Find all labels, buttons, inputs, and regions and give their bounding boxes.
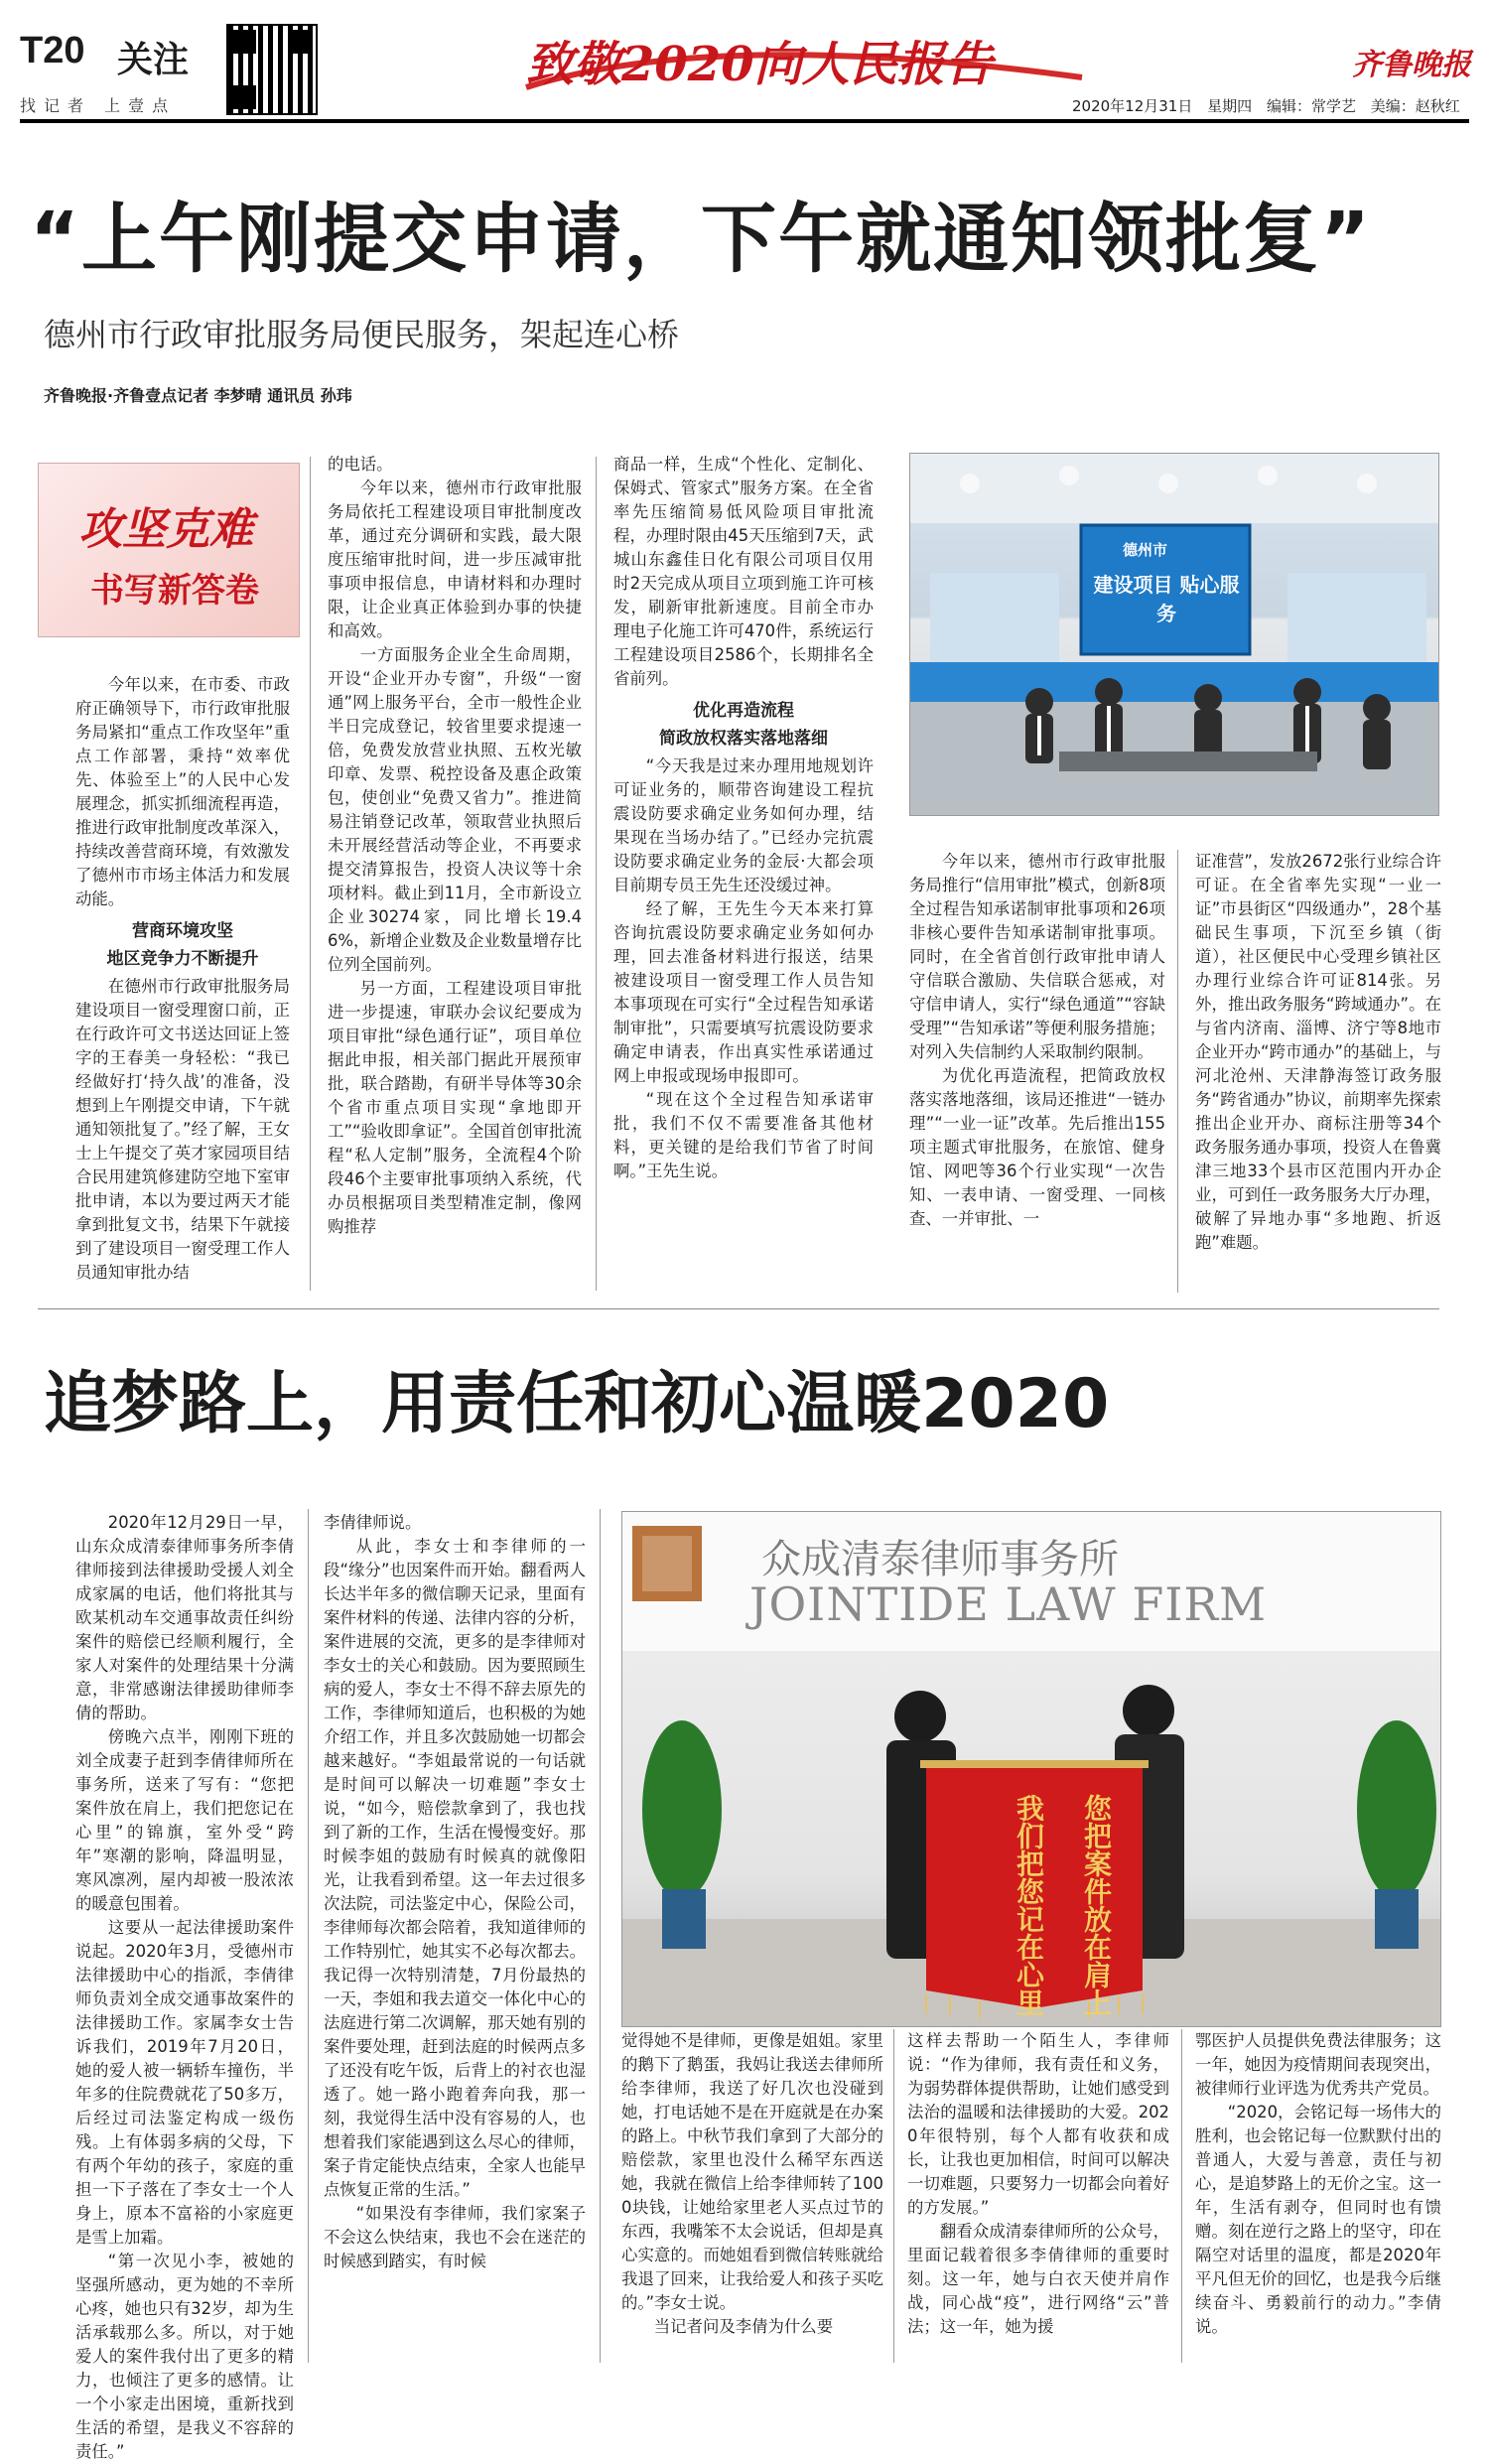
article1-col1 <box>75 673 290 1291</box>
article1-subtitle1-b: 地区竞争力不断提升 <box>106 949 259 969</box>
article1-paragraph: 经了解，王先生今天本来打算咨询抗震设防要求确定业务如何办理，回去准备材料进行报送，结果被建设项目一窗受理工作人员告知本事项现在可实行“全过程告知承诺制审批”，只需要填写抗震设防要求确定申请表，作出真实性承诺通过网上申报或现场申报即可。 <box>613 899 874 1085</box>
section-title: 关注 <box>117 40 190 80</box>
article1-byline: 齐鲁晚报·齐鲁壹点记者 李梦晴 通讯员 孙玮 <box>44 386 352 405</box>
article2-paragraph: 当记者问及李倩为什么要 <box>653 2317 834 2336</box>
issue-weekday: 星期四 <box>1207 97 1253 115</box>
article2-paragraph: 这要从一起法律援助案件说起。2020年3月，受德州市法律援助中心的指派，李倩律师负责刘全成交通事故案件的法律援助工作。家属李女士告诉我们，2019年7月20日，她的爱人被一辆轿车撞伤，半年多的住院费就花了50多万，后经过司法鉴定构成一级伤残。上有体弱多病的父母，下有两个年幼的孩子，家庭的重担一下子落在了李女士一个人身上，原本不富裕的小家庭更是雪上加霜。 <box>75 1918 294 2247</box>
issue-info <box>1072 95 1460 116</box>
article1-paragraph: 证准营”，发放2672张行业综合许可证。在全省率先实现“一业一证”市县街区“四级通办”，28个基础民生事项，下沉至乡镇（街道），社区便民中心受理乡镇社区办理行业综合许可证814张。另外，推出政务服务“跨域通办”。在与省内济南、淄博、济宁等8地市企业开办“跨市通办”的基础上，与河北沧州、天津静海签订政务服务“跨省通办”协议，前期率先探索推出企业开办、商标注册等34个政务服务通办事项，投资人在鲁冀津三地33个县市区范围内开办企业，可到任一政务服务大厅办理，破解了异地办事“多地跑、折返跑”难题。 <box>1195 852 1441 1252</box>
article2-col3 <box>621 2029 883 2361</box>
column-rule <box>1177 850 1178 1293</box>
article1-paragraph: 在德州市行政审批服务局建设项目一窗受理窗口前，正在行政许可文书送达回证上签字的王春美一身轻松：“我已经做好打‘持久战’的准备，没想到上午刚提交申请，下午就通知领批复了。”经了解，王女士上午提交了英才家园项目结合民用建筑修建防空地下室审批申请，本以为要过两天才能拿到批复文书，结果下午就接到了建设项目一窗受理工作人员通知审批办结 <box>75 977 290 1282</box>
article2-paragraph: 傍晚六点半，刚刚下班的刘全成妻子赶到李倩律师所在事务所，送来了写有：“您把案件放在肩上，我们把您记在心里”的锦旗，室外受“跨年”寒潮的影响，降温明显，寒风凛冽，屋内却被一股浓浓的暖意包围着。 <box>75 1727 294 1913</box>
article2-paragraph: 李倩律师说。 <box>324 1513 422 1532</box>
article1-col4 <box>909 850 1165 1293</box>
editor-credit: 编辑：常学艺 <box>1266 97 1356 115</box>
article2-paragraph: “2020，会铭记每一场伟大的胜利，也会铭记每一位默默付出的普通人，大爱与善意，责任与初心，是追梦路上的无价之宝。这一年，生活有剥夺，但同时也有馈赠。刻在逆行之路上的坚守，印在隔空对话里的温度，都是2020年平凡但无价的回忆，也是我今后继续奋斗、勇毅前行的动力。”李倩说。 <box>1195 2103 1441 2336</box>
hall-sign-line2: 建设项目 贴心服务 <box>1093 573 1240 625</box>
qr-code-icon[interactable] <box>226 24 318 115</box>
article2-headline: 追梦路上，用责任和初心温暖2020 <box>44 1365 1110 1443</box>
article1-paragraph: 今年以来，在市委、市政府正确领导下，市行政审批服务局紧扣“重点工作攻坚年”重点工作部署，秉持“效率优先、体验至上”的人民中心发展理念，抓实抓细流程再造，推进行政审批制度改革深入，持续改善营商环境，有效激发了德州市市场主体活力和发展动能。 <box>75 675 290 908</box>
header-tagline: 找记者 上壹点 <box>20 96 177 115</box>
header-rule <box>20 119 1469 123</box>
article1-subtitle2-a: 优化再造流程 <box>693 701 794 721</box>
article1-paragraph: 为优化再造流程，把简政放权落实落地落细，该局还推进“一链办理”“一业一证”改革。先后推出155项主题式审批服务，在旅馆、健身馆、网吧等36个行业实现“一次告知、一表申请、一窗受理、一同核查、一并审批、一 <box>909 1066 1165 1228</box>
article1-paragraph: 的电话。 <box>328 455 393 474</box>
article2-paragraph: 从此，李女士和李律师的一段“缘分”也因案件而开始。翻看两人长达半年多的微信聊天记录，里面有案件材料的传递、法律内容的分析，案件进展的交流，更多的是李律师对李女士的关心和鼓励。因为要照顾生病的爱人，李女士不得不辞去原先的工作，李律师知道后，也积极的为她介绍工作，并且多次鼓励她一切都会越来越好。“李姐最常说的一句话就是时间可以解决一切难题”李女士说，“如今，赔偿款拿到了，我也找到了新的工作，生活在慢慢变好。那时候李姐的鼓励有时候真的就像阳光，让我看到希望。这一年去过很多次法院，司法鉴定中心，保险公司，李律师每次都会陪着，我知道律师的工作特别忙，她其实不必每次都去。我记得一次特别清楚，7月份最热的一天，李姐和我去道交一体化中心的法庭进行第二次调解，那天她有别的案件要处理，赶到法庭的时候两点多了还没有吃午饭，后背上的衬衣也湿透了。她一路小跑着奔向我，那一刻，我觉得生活中没有容易的人，也想着我们家能遇到这么尽心的律师，案子肯定能快点结束，全家人也能早点恢复正常的生活。” <box>324 1537 586 2199</box>
banner-line2: 我们把您记在心里 <box>1013 1794 1045 2016</box>
article2-paragraph: 2020年12月29日一早，山东众成清泰律师事务所李倩律师接到法律援助受援人刘全成家属的电话，他们将批其与欧某机动车交通事故责任纠纷案件的赔偿已经顺利履行，全家人对案件的处理结果十分满意，非常感谢法律援助律师李倩的帮助。 <box>75 1513 294 1722</box>
newspaper-logo: 齐鲁晚报 <box>1352 48 1471 82</box>
article1-paragraph: “今天我是过来办理用地规划许可证业务的，顺带咨询建设工程抗震设防要求确定业务如何办理，结果现在当场办结了。”已经办完抗震设防要求确定业务的金辰·大都会项目前期专员王先生还没缓过神。 <box>613 756 874 894</box>
article2-col4 <box>907 2029 1169 2361</box>
column-rule <box>308 1509 309 2363</box>
campaign-logo <box>38 463 300 637</box>
article1-subtitle2-b: 简政放权落实落地落细 <box>659 729 828 749</box>
designer-credit: 美编：赵秋红 <box>1370 97 1460 115</box>
column-rule <box>1181 2029 1182 2363</box>
campaign-logo-line1: 攻坚克难 <box>78 504 253 555</box>
column-rule <box>600 1509 601 2363</box>
column-rule <box>310 457 311 1291</box>
service-hall-photo <box>909 453 1439 816</box>
article2-paragraph: 觉得她不是律师，更像是姐姐。家里的鹅下了鹅蛋，我妈让我送去律师所给李律师，我送了好几次也没碰到她，打电话她不是在开庭就是在办案的路上。中秋节我们拿到了大部分的赔偿款，家里也没什么稀罕东西送她，我就在微信上给李律师转了1000块钱，让她给家里老人买点过节的东西，我嘴笨不太会说话，但却是真心实意的。而她姐看到微信转账就给我退了回来，让我给爱人和孩子买吃的。”李女士说。 <box>621 2031 883 2312</box>
article2-paragraph: 翻看众成清泰律师所的公众号，里面记载着很多李倩律师的重要时刻。这一年，她与白衣天使并肩作战，同心战“疫”，进行网络“云”普法；这一年，她为援 <box>907 2222 1169 2336</box>
article1-headline: “上午刚提交申请，下午就通知领批复” <box>30 195 1372 283</box>
hall-sign-line1: 德州市 <box>1123 541 1168 559</box>
article1-subhead: 德州市行政审批服务局便民服务，架起连心桥 <box>44 316 680 353</box>
article1-paragraph: “现在这个全过程告知承诺审批，我们不仅不需要准备其他材料，更关键的是给我们节省了时间啊。”王先生说。 <box>613 1090 874 1180</box>
article1-col3 <box>613 453 874 1293</box>
page-number: T20 <box>20 30 85 71</box>
article1-paragraph: 今年以来，德州市行政审批服务局依托工程建设项目审批制度改革，通过充分调研和实践，最大限度压缩审批时间，进一步压减审批事项申报信息，申请材料和办理时限，让企业真正体验到办事的快捷和高效。 <box>328 479 582 640</box>
article2-paragraph: 鄂医护人员提供免费法律服务；这一年，她因为疫情期间表现突出，被律师行业评选为优秀共产党员。 <box>1195 2031 1441 2098</box>
banner-graphic <box>516 18 1092 97</box>
article1-paragraph: 另一方面，工程建设项目审批进一步提速，审联办会议纪要成为项目审批“绿色通行证”，项目单位据此申报，相关部门据此开展预审批，联合踏勘，有研半导体等30余个省市重点项目实现“拿地即开工”“验收即拿证”。全国首创审批流程“私人定制”服务，全流程4个阶段46个主要审批事项纳入系统，代办员根据项目类型精准定制，像网购推荐 <box>328 979 582 1236</box>
column-rule <box>596 457 597 1291</box>
firm-name-cn: 众成清泰律师事务所 <box>761 1537 1119 1582</box>
article2-col2 <box>324 1511 586 2361</box>
campaign-logo-line2: 书写新答卷 <box>90 571 259 611</box>
article2-paragraph: “第一次见小李，被她的坚强所感动，更为她的不幸所心疼，她也只有32岁，却为生活承载那么多。所以，对于她爱人的案件我付出了更多的精力，也倾注了更多的感情。让一个小家走出困境，重新找到生活的希望，是我义不容辞的责任。” <box>75 2252 294 2461</box>
article2-col5 <box>1195 2029 1441 2361</box>
firm-name-en: JOINTIDE LAW FIRM <box>749 1577 1268 1631</box>
article1-paragraph: 一方面服务企业全生命周期，开设“企业开办专窗”，升级“一窗通”网上服务平台，全市一般性企业半日完成登记，较省里要求提速一倍，免费发放营业执照、五枚光敏印章、发票、税控设备及惠企政策包，使创业“免费又省力”。推进简易注销登记改革，领取营业执照后未开展经营活动等企业，不再要求提交清算报告，投资人决议等十余项材料。截止到11月，全市新设立企业30274家，同比增长19.46%，新增企业数及企业数量增存比位列全国前列。 <box>328 645 582 974</box>
issue-date: 2020年12月31日 <box>1072 97 1193 115</box>
article1-paragraph: 今年以来，德州市行政审批服务局推行“信用审批”模式，创新8项全过程告知承诺制审批事项和26项非核心要件告知承诺制审批事项。同时，在全省首创行政审批申请人守信联合激励、失信联合惩戒，对守信申请人，实行“绿色通道”“容缺受理”“告知承诺”等便利服务措施；对列入失信制约人采取制约限制。 <box>909 852 1165 1061</box>
article2-paragraph: “如果没有李律师，我们家案子不会这么快结束，我也不会在迷茫的时候感到踏实，有时候 <box>324 2204 586 2270</box>
banner-line1: 您把案件放在肩上 <box>1080 1794 1113 2016</box>
article2-paragraph: 这样去帮助一个陌生人，李律师说：“作为律师，我有责任和义务，为弱势群体提供帮助，让她们感受到法治的温暖和法律援助的大爱。2020年很特别，每个人都有收获和成长，让我也更加相信，时间可以解决一切难题，只要努力一切都会向着好的方发展。” <box>907 2031 1169 2217</box>
article1-subtitle1-a: 营商环境攻坚 <box>132 921 233 941</box>
lawyer-banner-photo <box>621 1511 1441 2027</box>
article1-col2 <box>328 453 582 1293</box>
banner-text: 致敬2020向人民报告 <box>526 37 993 92</box>
article1-paragraph: 商品一样，生成“个性化、定制化、保姆式、管家式”服务方案。在全省率先压缩简易低风险项目审批流程，办理时限由45天压缩到7天，武城山东鑫佳日化有限公司项目仅用时2天完成从项目立项到施工许可核发，刷新审批新速度。目前全市办理电子化施工许可470件，系统运行工程建设项目2586个，长期排名全省前列。 <box>613 455 874 688</box>
article-divider <box>38 1308 1439 1309</box>
article1-col5 <box>1195 850 1441 1293</box>
column-rule <box>893 2029 894 2363</box>
article2-col1 <box>75 1511 294 2461</box>
